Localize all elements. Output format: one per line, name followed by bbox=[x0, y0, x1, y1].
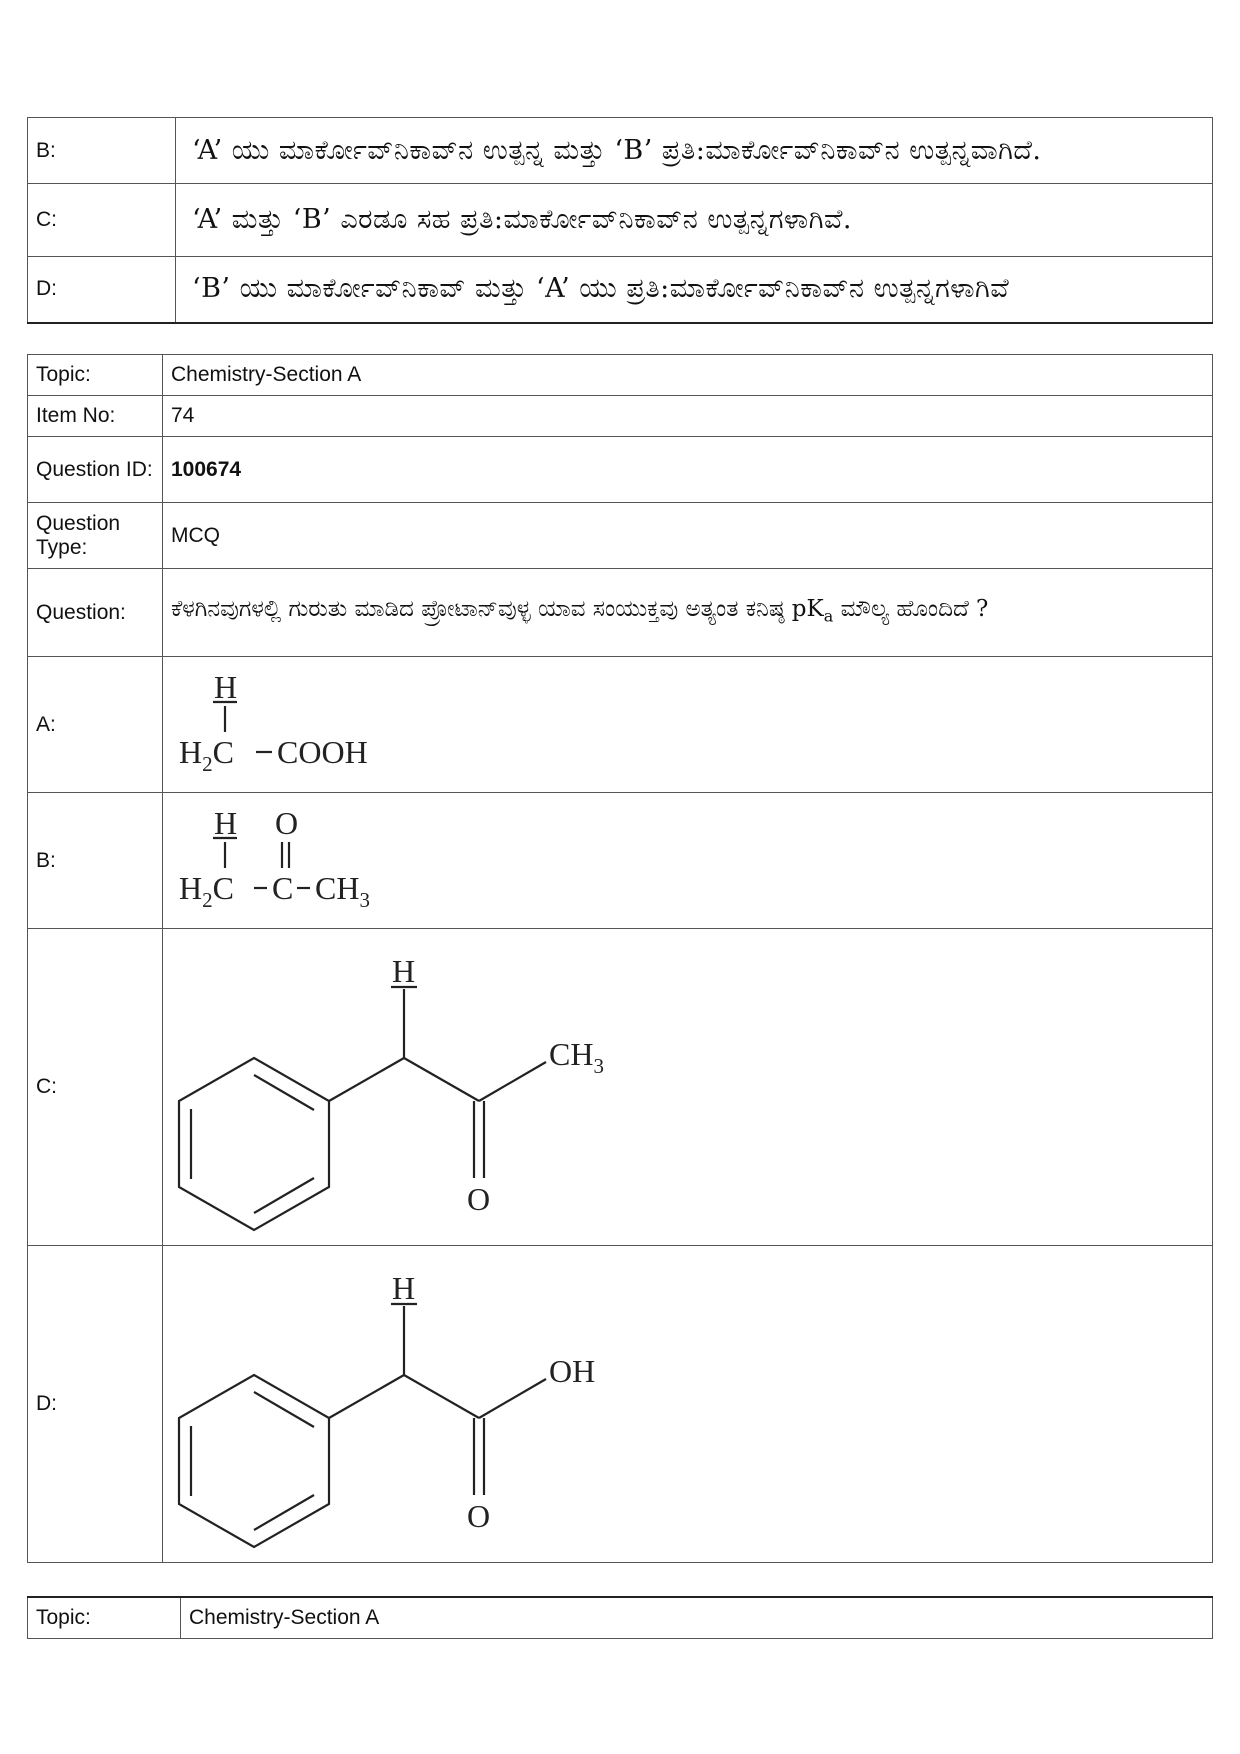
previous-question-options-table bbox=[27, 117, 1213, 324]
prev-option-d-label: D: bbox=[28, 257, 176, 323]
question-item-table bbox=[27, 354, 1213, 1563]
option-row-d bbox=[28, 1246, 1213, 1563]
option-c-bond-ch-co bbox=[404, 1058, 479, 1101]
question-id-row bbox=[28, 437, 1213, 503]
option-a-structure-cell bbox=[163, 657, 1213, 793]
option-c-bond-ring-ch bbox=[329, 1058, 404, 1101]
prev-option-b-text: ‘A’ ಯು ಮಾರ್ಕೋವ್‌ನಿಕಾವ್‌ನ ಉತ್ಪನ್ನ ಮತ್ತು ‘B’ ಪ್ರತಿ:ಮಾರ್ಕೋವ್‌ನಿಕಾವ್‌ನ ಉತ್ಪನ್ನವಾಗಿದೆ. bbox=[176, 118, 1213, 184]
question-type-value: MCQ bbox=[163, 503, 1213, 569]
prev-option-row-c bbox=[28, 184, 1213, 257]
option-d-o-atom: O bbox=[467, 1498, 491, 1534]
option-d-bond-ring-ch bbox=[329, 1375, 404, 1418]
option-d-ring-inner-1 bbox=[254, 1392, 314, 1427]
prev-option-d-text: ‘B’ ಯು ಮಾರ್ಕೋವ್‌ನಿಕಾವ್ ಮತ್ತು ‘A’ ಯು ಪ್ರತಿ:ಮಾರ್ಕೋವ್‌ನಿಕಾವ್‌ನ ಉತ್ಪನ್ನಗಳಾಗಿವೆ bbox=[176, 257, 1213, 323]
question-text-cell bbox=[163, 569, 1213, 657]
prev-option-row-d bbox=[28, 257, 1213, 323]
option-d-structure bbox=[171, 1249, 631, 1559]
question-type-label: Question Type: bbox=[28, 503, 163, 569]
option-b-o-atom: O bbox=[275, 804, 299, 841]
option-b-h-atom: H bbox=[214, 804, 238, 841]
option-c-benzene-ring bbox=[179, 1058, 329, 1230]
option-c-h-atom: H bbox=[392, 953, 416, 989]
option-row-b bbox=[28, 793, 1213, 929]
option-b-carbonyl-c: C bbox=[272, 869, 294, 906]
option-d-ring-inner-3 bbox=[254, 1495, 314, 1530]
prev-option-c-label: C: bbox=[28, 184, 176, 257]
option-c-ring-inner-3 bbox=[254, 1178, 314, 1213]
option-c-o-atom: O bbox=[467, 1181, 491, 1217]
next-topic-row bbox=[28, 1597, 1213, 1638]
option-b-structure-cell bbox=[163, 793, 1213, 929]
question-text: ಕೆಳಗಿನವುಗಳಲ್ಲಿ ಗುರುತು ಮಾಡಿದ ಪ್ರೋಟಾನ್‌ವುಳ್ಳ ಯಾವ ಸಂಯುಕ್ತವು ಅತ್ಯಂತ ಕನಿಷ್ಠ bbox=[171, 595, 785, 622]
option-d-bond-co-oh bbox=[479, 1379, 546, 1418]
option-d-benzene-ring bbox=[179, 1375, 329, 1547]
question-pka: $pK_a$ bbox=[791, 595, 834, 626]
option-a-cooh: COOH bbox=[277, 733, 368, 770]
question-id-value: 100674 bbox=[163, 437, 1213, 503]
option-c-structure-cell bbox=[163, 929, 1213, 1246]
question-type-row bbox=[28, 503, 1213, 569]
question-id-label: Question ID: bbox=[28, 437, 163, 503]
option-d-oh: OH bbox=[549, 1353, 596, 1389]
option-c-ring-inner-1 bbox=[254, 1075, 314, 1110]
item-no-value: 74 bbox=[163, 396, 1213, 437]
option-row-c bbox=[28, 929, 1213, 1246]
option-c-bond-co-ch3 bbox=[479, 1062, 546, 1101]
prev-option-row-b bbox=[28, 118, 1213, 184]
option-d-label: D: bbox=[28, 1246, 163, 1563]
question-row bbox=[28, 569, 1213, 657]
option-c-label: C: bbox=[28, 929, 163, 1246]
item-no-label: Item No: bbox=[28, 396, 163, 437]
option-c-ch3: $CH_3$ bbox=[549, 1036, 604, 1078]
option-b-h2-group: $H_2C$ bbox=[179, 869, 234, 912]
option-a-h2-group: $H_2C$ bbox=[179, 733, 234, 776]
item-no-row bbox=[28, 396, 1213, 437]
option-row-a bbox=[28, 657, 1213, 793]
option-d-bond-ch-co bbox=[404, 1375, 479, 1418]
option-b-structure bbox=[171, 796, 431, 926]
option-b-label: B: bbox=[28, 793, 163, 929]
option-a-label: A: bbox=[28, 657, 163, 793]
next-topic-label: Topic: bbox=[28, 1597, 181, 1638]
option-b-ch3: $CH_3$ bbox=[315, 869, 370, 912]
prev-option-c-text: ‘A’ ಮತ್ತು ‘B’ ಎರಡೂ ಸಹ ಪ್ರತಿ:ಮಾರ್ಕೋವ್‌ನಿಕಾವ್‌ನ ಉತ್ಪನ್ನಗಳಾಗಿವೆ. bbox=[176, 184, 1213, 257]
prev-option-b-label: B: bbox=[28, 118, 176, 184]
question-tail: ಮೌಲ್ಯ ಹೊಂದಿದೆ ? bbox=[840, 595, 989, 622]
question-label: Question: bbox=[28, 569, 163, 657]
option-c-structure bbox=[171, 932, 631, 1242]
option-d-h-atom: H bbox=[392, 1270, 416, 1306]
next-item-table bbox=[27, 1596, 1213, 1639]
option-a-h-atom: H bbox=[214, 668, 238, 705]
option-d-structure-cell bbox=[163, 1246, 1213, 1563]
topic-row bbox=[28, 355, 1213, 396]
next-topic-value: Chemistry-Section A bbox=[181, 1597, 1213, 1638]
topic-value: Chemistry-Section A bbox=[163, 355, 1213, 396]
topic-label: Topic: bbox=[28, 355, 163, 396]
option-a-structure bbox=[171, 660, 431, 790]
